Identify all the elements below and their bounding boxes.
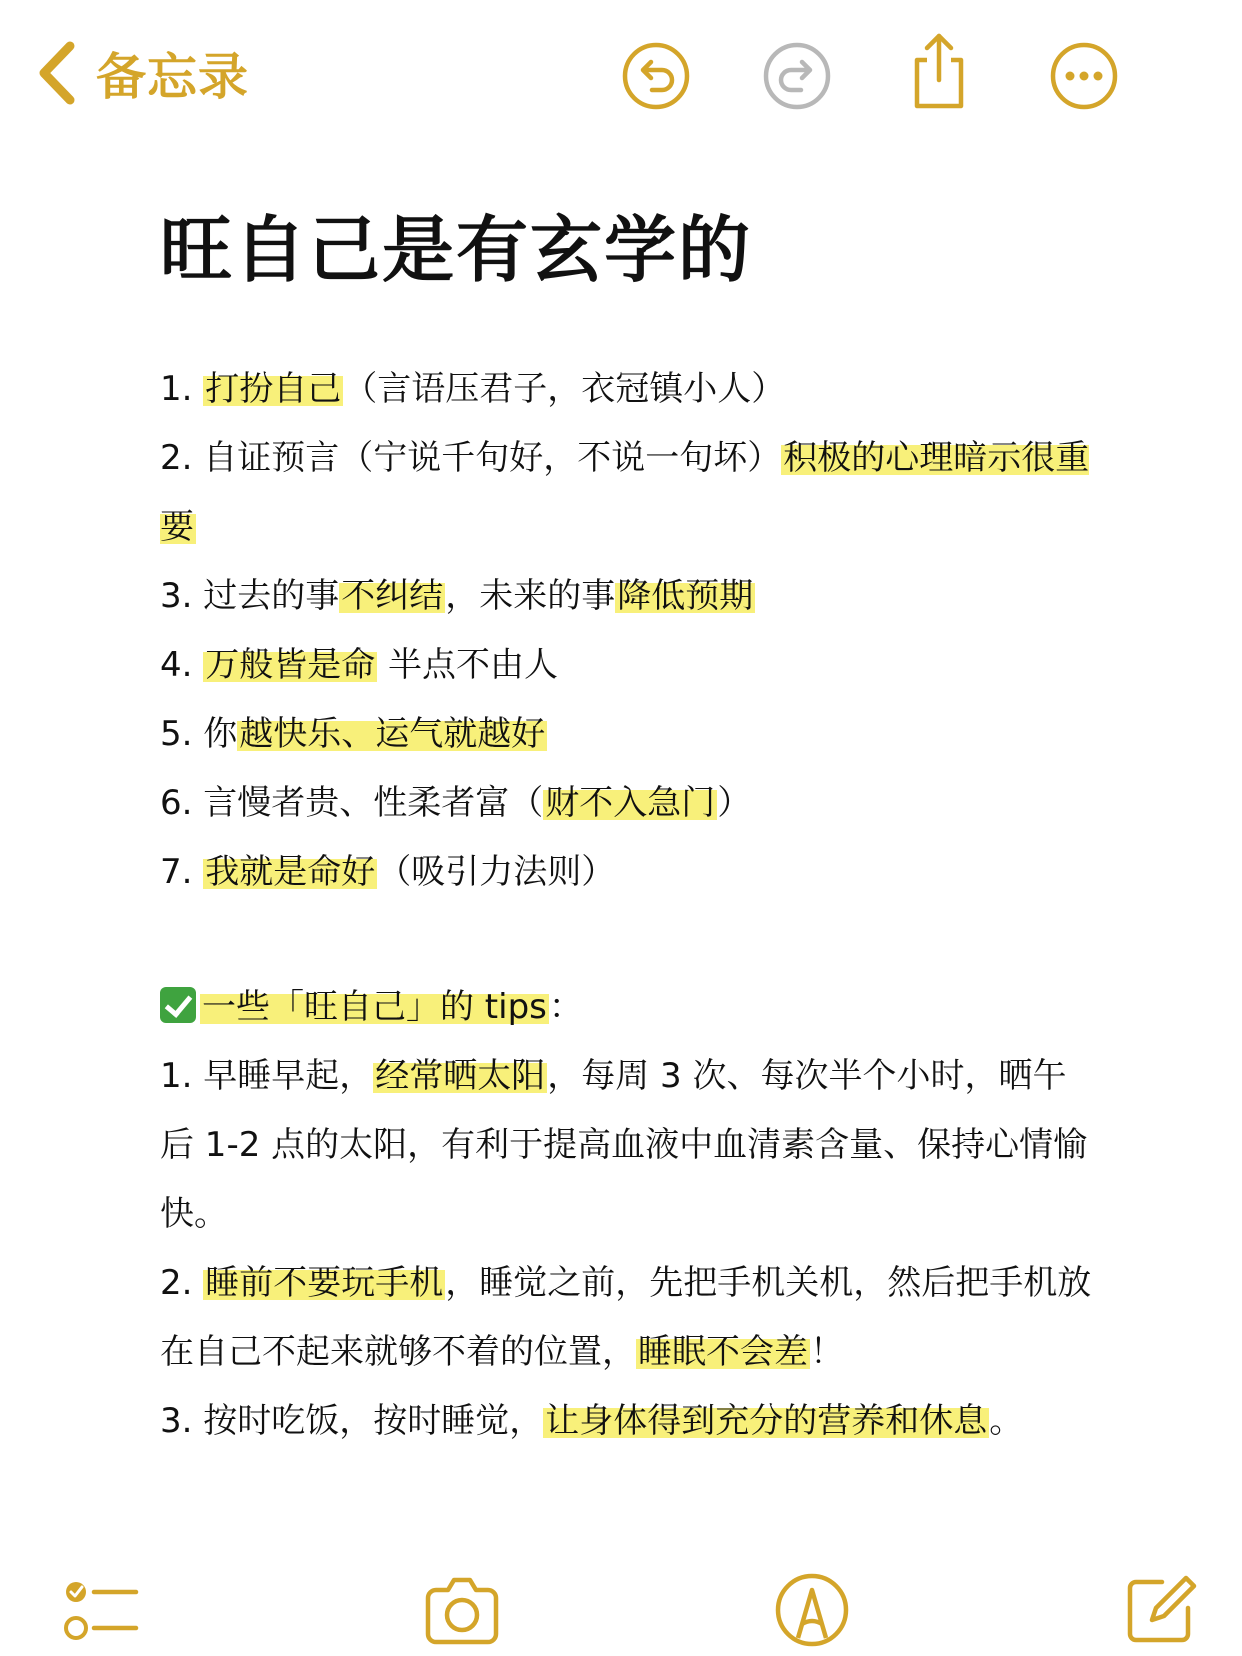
- camera-icon: [420, 1568, 504, 1652]
- list-item: 1. 打扮自己（言语压君子，衣冠镇小人）: [160, 369, 786, 409]
- share-button[interactable]: [903, 30, 975, 102]
- camera-button[interactable]: [420, 1568, 504, 1652]
- back-button[interactable]: [34, 38, 249, 108]
- checklist-button[interactable]: [58, 1568, 142, 1652]
- note-body[interactable]: [160, 205, 1100, 1456]
- share-icon: [903, 30, 975, 110]
- tip-item: 2. 睡前不要玩手机，睡觉之前，先把手机关机，然后把手机放在自己不起来就够不着的位置，睡眠不会差！: [160, 1263, 1092, 1372]
- list-item: 6. 言慢者贵、性柔者富（财不入急门）: [160, 783, 752, 823]
- list-item: 2. 自证预言（宁说千句好，不说一句坏）积极的心理暗示很重要: [160, 438, 1090, 547]
- list-item: 4. 万般皆是命 半点不由人: [160, 645, 559, 685]
- checkmark-icon: [160, 987, 196, 1023]
- redo-icon: [761, 40, 833, 112]
- undo-button[interactable]: [620, 40, 692, 112]
- bottom-toolbar: [0, 1560, 1242, 1656]
- redo-button[interactable]: [761, 40, 833, 112]
- chevron-left-icon: [34, 38, 80, 108]
- list-item: 5. 你越快乐、运气就越好: [160, 714, 546, 754]
- tip-item: 3. 按时吃饭，按时睡觉，让身体得到充分的营养和休息。: [160, 1401, 1024, 1441]
- markup-button[interactable]: [770, 1568, 854, 1652]
- tips-heading: 一些「旺自己」的 tips：: [160, 973, 1100, 1042]
- back-button-label: 备忘录: [96, 48, 249, 106]
- compose-icon: [1118, 1568, 1202, 1652]
- undo-icon: [620, 40, 692, 112]
- more-options-button[interactable]: [1048, 40, 1120, 112]
- new-note-button[interactable]: [1118, 1568, 1202, 1652]
- list-item: 7. 我就是命好（吸引力法则）: [160, 852, 616, 892]
- more-icon: [1048, 40, 1120, 112]
- tip-item: 1. 早睡早起，经常晒太阳，每周 3 次、每次半个小时，晒午后 1-2 点的太阳，有利于提高血液中血清素含量、保持心情愉快。: [160, 1056, 1088, 1234]
- note-title: 旺自己是有玄学的: [160, 208, 753, 292]
- checklist-icon: [58, 1568, 142, 1652]
- top-navigation-bar: [0, 0, 1242, 150]
- spacer: [160, 907, 1100, 973]
- list-item: 3. 过去的事不纠结，未来的事降低预期: [160, 576, 754, 616]
- markup-pen-icon: [770, 1568, 854, 1652]
